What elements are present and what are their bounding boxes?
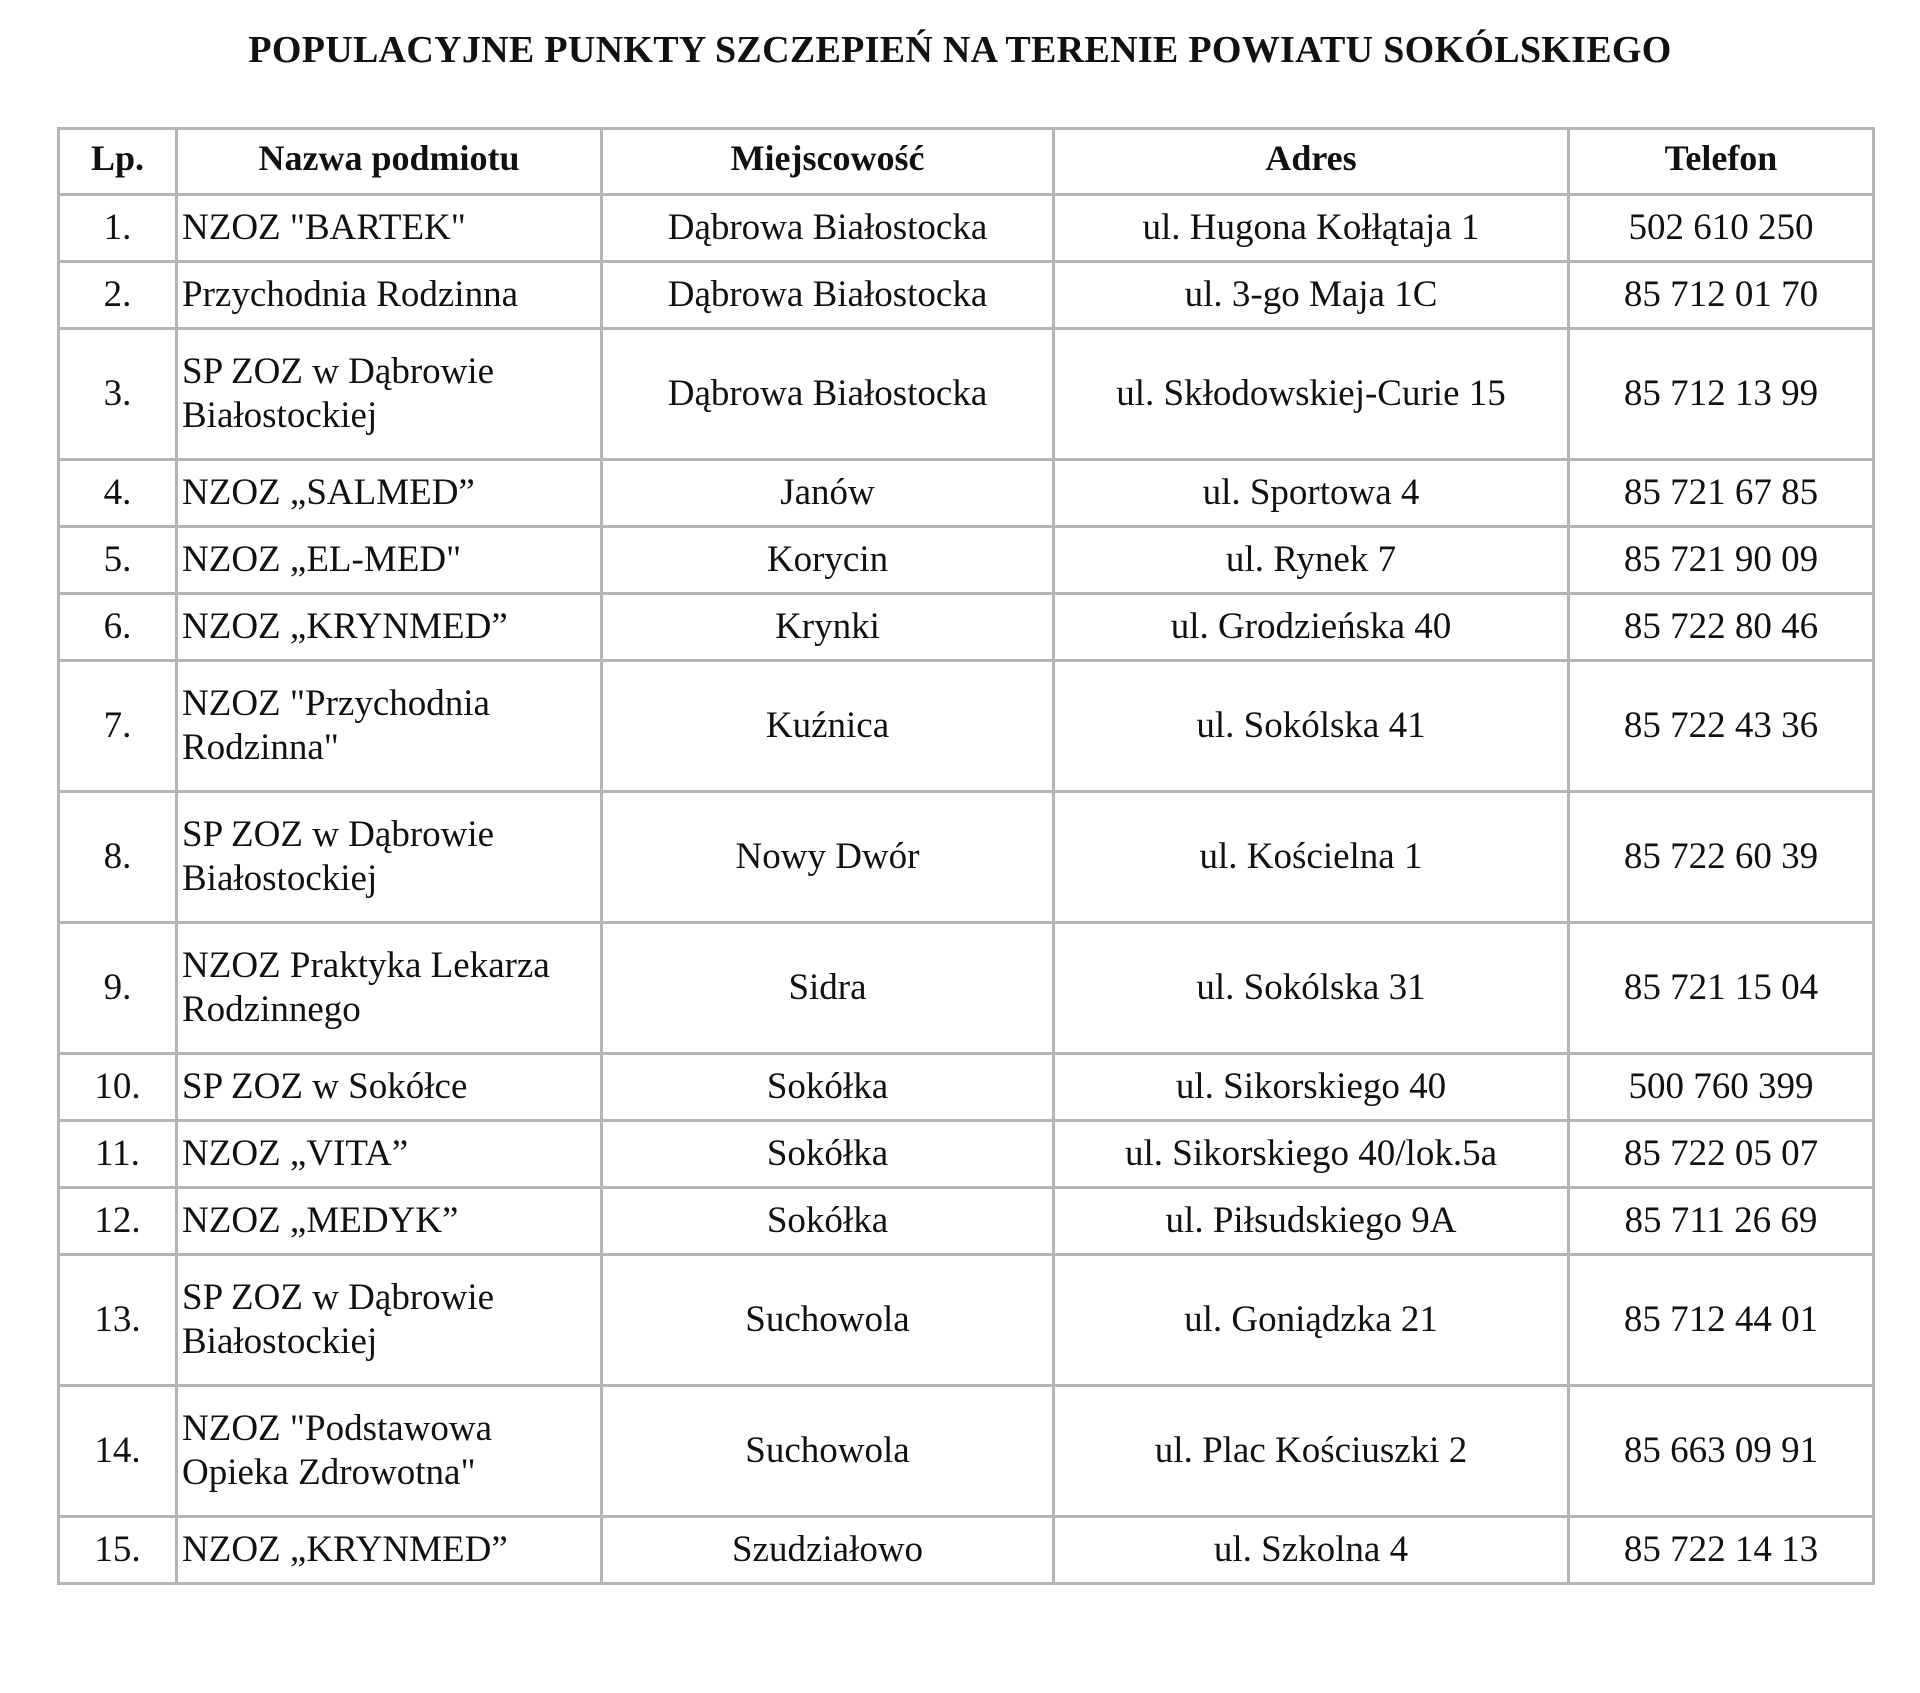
cell-place: Sokółka (602, 1188, 1054, 1255)
cell-name: NZOZ „SALMED” (177, 460, 602, 527)
cell-address: ul. Hugona Kołłątaja 1 (1054, 195, 1569, 262)
cell-name: Przychodnia Rodzinna (177, 262, 602, 329)
cell-lp: 13. (59, 1255, 177, 1386)
cell-place: Suchowola (602, 1386, 1054, 1517)
header-place: Miejscowość (602, 129, 1054, 195)
cell-name: NZOZ „KRYNMED” (177, 1517, 602, 1584)
cell-place: Szudziałowo (602, 1517, 1054, 1584)
cell-phone: 85 722 05 07 (1569, 1121, 1874, 1188)
cell-name: SP ZOZ w Dąbrowie Białostockiej (177, 1255, 602, 1386)
cell-lp: 6. (59, 594, 177, 661)
cell-place: Kuźnica (602, 661, 1054, 792)
cell-name: NZOZ Praktyka Lekarza Rodzinnego (177, 923, 602, 1054)
table-row (59, 923, 1874, 1054)
cell-name: NZOZ „MEDYK” (177, 1188, 602, 1255)
table-row (59, 1386, 1874, 1517)
table-row (59, 1517, 1874, 1584)
cell-address: ul. Skłodowskiej-Curie 15 (1054, 329, 1569, 460)
cell-lp: 3. (59, 329, 177, 460)
cell-address: ul. Sikorskiego 40/lok.5a (1054, 1121, 1569, 1188)
cell-place: Krynki (602, 594, 1054, 661)
cell-address: ul. Plac Kościuszki 2 (1054, 1386, 1569, 1517)
cell-name: SP ZOZ w Sokółce (177, 1054, 602, 1121)
cell-place: Janów (602, 460, 1054, 527)
cell-address: ul. Goniądzka 21 (1054, 1255, 1569, 1386)
table-row (59, 262, 1874, 329)
cell-phone: 85 722 14 13 (1569, 1517, 1874, 1584)
cell-lp: 11. (59, 1121, 177, 1188)
cell-address: ul. Grodzieńska 40 (1054, 594, 1569, 661)
cell-lp: 15. (59, 1517, 177, 1584)
cell-place: Suchowola (602, 1255, 1054, 1386)
cell-lp: 12. (59, 1188, 177, 1255)
cell-name: NZOZ "Przychodnia Rodzinna" (177, 661, 602, 792)
page-title: POPULACYJNE PUNKTY SZCZEPIEŃ NA TERENIE POWIATU SOKÓLSKIEGO (248, 29, 1672, 71)
cell-lp: 2. (59, 262, 177, 329)
cell-name: SP ZOZ w Dąbrowie Białostockiej (177, 329, 602, 460)
cell-place: Nowy Dwór (602, 792, 1054, 923)
table-row (59, 792, 1874, 923)
cell-name: NZOZ „KRYNMED” (177, 594, 602, 661)
header-phone: Telefon (1569, 129, 1874, 195)
cell-phone: 85 712 01 70 (1569, 262, 1874, 329)
cell-phone: 85 721 67 85 (1569, 460, 1874, 527)
cell-phone: 85 721 15 04 (1569, 923, 1874, 1054)
cell-lp: 10. (59, 1054, 177, 1121)
cell-phone: 500 760 399 (1569, 1054, 1874, 1121)
cell-lp: 9. (59, 923, 177, 1054)
cell-address: ul. Sokólska 31 (1054, 923, 1569, 1054)
table-row (59, 1188, 1874, 1255)
cell-phone: 85 722 80 46 (1569, 594, 1874, 661)
cell-address: ul. Sikorskiego 40 (1054, 1054, 1569, 1121)
cell-lp: 14. (59, 1386, 177, 1517)
cell-name: NZOZ „EL-MED" (177, 527, 602, 594)
cell-address: ul. Kościelna 1 (1054, 792, 1569, 923)
cell-place: Dąbrowa Białostocka (602, 329, 1054, 460)
header-lp: Lp. (59, 129, 177, 195)
cell-lp: 4. (59, 460, 177, 527)
cell-phone: 502 610 250 (1569, 195, 1874, 262)
cell-place: Korycin (602, 527, 1054, 594)
header-address: Adres (1054, 129, 1569, 195)
cell-lp: 8. (59, 792, 177, 923)
vaccination-points-table (57, 127, 1875, 1585)
cell-place: Dąbrowa Białostocka (602, 262, 1054, 329)
cell-place: Dąbrowa Białostocka (602, 195, 1054, 262)
cell-phone: 85 711 26 69 (1569, 1188, 1874, 1255)
cell-lp: 5. (59, 527, 177, 594)
table-row (59, 661, 1874, 792)
table-row (59, 594, 1874, 661)
cell-address: ul. Rynek 7 (1054, 527, 1569, 594)
table-row (59, 527, 1874, 594)
cell-lp: 7. (59, 661, 177, 792)
cell-name: NZOZ "BARTEK" (177, 195, 602, 262)
cell-place: Sidra (602, 923, 1054, 1054)
table-row (59, 195, 1874, 262)
table-row (59, 329, 1874, 460)
cell-phone: 85 722 60 39 (1569, 792, 1874, 923)
cell-name: NZOZ „VITA” (177, 1121, 602, 1188)
header-name: Nazwa podmiotu (177, 129, 602, 195)
cell-address: ul. Sokólska 41 (1054, 661, 1569, 792)
cell-phone: 85 721 90 09 (1569, 527, 1874, 594)
cell-phone: 85 712 13 99 (1569, 329, 1874, 460)
cell-place: Sokółka (602, 1054, 1054, 1121)
table-row (59, 1054, 1874, 1121)
cell-address: ul. 3-go Maja 1C (1054, 262, 1569, 329)
table-row (59, 1255, 1874, 1386)
table-row (59, 1121, 1874, 1188)
cell-phone: 85 722 43 36 (1569, 661, 1874, 792)
cell-address: ul. Szkolna 4 (1054, 1517, 1569, 1584)
cell-place: Sokółka (602, 1121, 1054, 1188)
table-row (59, 460, 1874, 527)
cell-phone: 85 712 44 01 (1569, 1255, 1874, 1386)
cell-name: SP ZOZ w Dąbrowie Białostockiej (177, 792, 602, 923)
cell-name: NZOZ "Podstawowa Opieka Zdrowotna" (177, 1386, 602, 1517)
cell-address: ul. Piłsudskiego 9A (1054, 1188, 1569, 1255)
cell-address: ul. Sportowa 4 (1054, 460, 1569, 527)
cell-lp: 1. (59, 195, 177, 262)
table-header-row (59, 129, 1874, 195)
cell-phone: 85 663 09 91 (1569, 1386, 1874, 1517)
